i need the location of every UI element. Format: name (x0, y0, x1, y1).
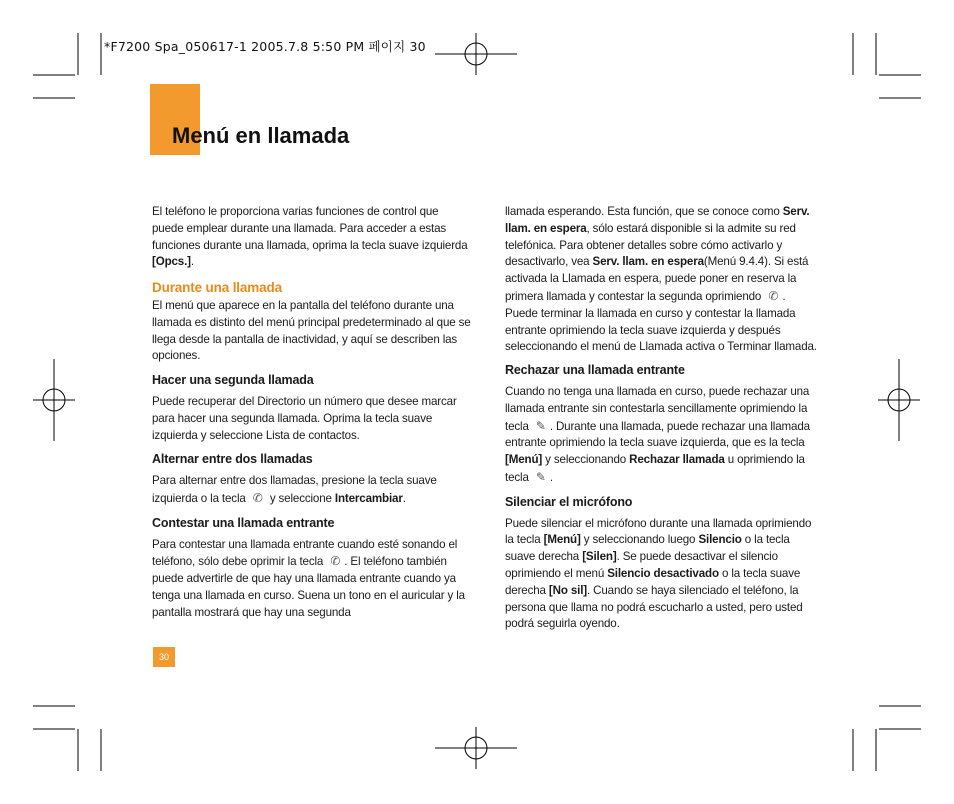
heading-mute: Silenciar el micrófono (505, 494, 633, 509)
heading-second-call: Hacer una segunda llamada (152, 373, 314, 388)
intro-paragraph: El teléfono le proporciona varias funciones de control que puede emplear durante una llamada. Para acceder a estas funciones durante una llamada, oprima la tecla suave izquierda [Opcs.]. (152, 205, 468, 269)
paragraph-alternate-calls: Para alternar entre dos llamadas, presione la tecla suave izquierda o la tecla ✆ y seleccione Intercambiar. (152, 474, 437, 505)
phone-end-icon: ✎ (535, 418, 546, 433)
phone-send-icon: ✆ (768, 288, 779, 303)
phone-end-icon: ✎ (535, 469, 546, 484)
phone-send-icon: ✆ (252, 490, 263, 505)
paragraph-mute: Puede silenciar el micrófono durante una llamada oprimiendo la tecla [Menú] y seleccionando luego Silencio o la tecla suave derecha [Silen]. Se puede desactivar el silencio oprimiendo el menú Silencio desactivado o la tecla suave derecha [No sil]. Cuando se haya silenciado el teléfono, la persona que llama no podrá escucharlo a usted, pero usted podrá seguirla oyendo. (505, 516, 812, 631)
section-heading: Durante una llamada (152, 280, 282, 296)
section-paragraph: El menú que aparece en la pantalla del teléfono durante una llamada es distinto del menú principal predeterminado al que se llega desde la pantalla de inactividad, y aquí se describen las opciones. (152, 298, 471, 363)
print-header: *F7200 Spa_050617-1 2005.7.8 5:50 PM 페이지 30 (104, 39, 426, 54)
left-column (152, 204, 472, 622)
paragraph-reject-call: Cuando no tenga una llamada en curso, puede rechazar una llamada entrante sin contestarla sencillamente oprimiendo la tecla ✎ . Durante una llamada, puede rechazar una llamada entrante oprimiendo la tecla suave izquierda, que es la tecla [Menú] y seleccionando Rechazar llamada u oprimiendo la tecla ✎ . (505, 384, 810, 484)
right-column (505, 204, 821, 633)
page-number: 30 (153, 647, 175, 667)
heading-alternate-calls: Alternar entre dos llamadas (152, 452, 313, 467)
heading-answer-call: Contestar una llamada entrante (152, 515, 335, 530)
paragraph-call-waiting: llamada esperando. Esta función, que se conoce como Serv. llam. en espera, sólo estará disponible si la admite su red telefónica. Para obtener detalles sobre cómo activarlo y desactivarlo, vea Serv. llam. en espera(Menú 9.4.4). Si está activada la Llamada en espera, puede poner en reserva la primera llamada y contestar la segunda oprimiendo ✆ . Puede terminar la llamada en curso y contestar la llamada entrante oprimiendo la tecla suave izquierda y después seleccionando el menú de Llamada activa o Terminar llamada. (505, 205, 817, 354)
phone-send-icon: ✆ (330, 554, 341, 569)
paragraph-answer-call: Para contestar una llamada entrante cuando esté sonando el teléfono, sólo debe oprimir la tecla ✆ . El teléfono también puede advertirle de que hay una llamada entrante cuando ya tenga una llamada en curso. Suena un tono en el auricular y la pantalla mostrará que hay una segunda (152, 537, 465, 619)
paragraph-second-call: Puede recuperar del Directorio un número que desee marcar para hacer una segunda llamada. Oprima la tecla suave izquierda y seleccione Lista de contactos. (152, 394, 457, 442)
heading-reject-call: Rechazar una llamada entrante (505, 363, 685, 378)
page-title: Menú en llamada (172, 123, 350, 148)
